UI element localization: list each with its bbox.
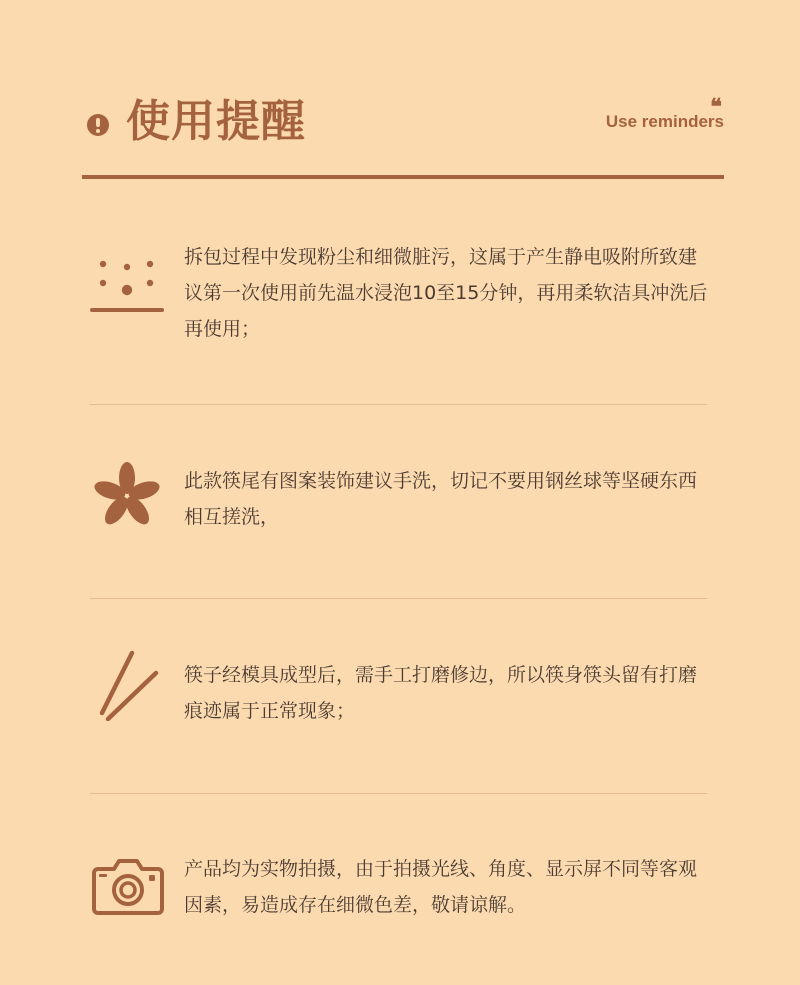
reminder-item — [90, 239, 710, 349]
chopsticks-icon — [98, 649, 178, 729]
divider — [90, 404, 707, 405]
page-title: 使用提醒 — [126, 96, 306, 147]
flower-icon — [94, 461, 174, 541]
reminder-text: 此款筷尾有图案装饰建议手洗，切记不要用钢丝球等坚硬东西相互搓洗， — [184, 470, 698, 528]
reminder-item — [90, 851, 710, 931]
reminder-text: 产品均为实物拍摄，由于拍摄光线、角度、显示屏不同等客观因素，易造成存在细微色差，敬请谅解。 — [184, 858, 698, 916]
alert-icon — [87, 114, 109, 136]
quote-mark-icon: ❝ — [710, 94, 722, 119]
camera-icon — [92, 855, 172, 935]
divider — [90, 793, 707, 794]
reminder-item — [90, 657, 710, 737]
dust-icon — [90, 257, 170, 337]
page-header — [82, 88, 724, 180]
reminder-text: 拆包过程中发现粉尘和细微脏污，这属于产生静电吸附所致建议第一次使用前先温水浸泡10至15分钟，再用柔软洁具冲洗后再使用； — [184, 246, 708, 340]
page-subtitle: Use reminders — [605, 112, 724, 131]
reminder-text: 筷子经模具成型后，需手工打磨修边，所以筷身筷头留有打磨痕迹属于正常现象； — [184, 664, 698, 722]
reminder-item — [90, 463, 710, 543]
header-rule — [82, 175, 724, 179]
divider — [90, 598, 707, 599]
